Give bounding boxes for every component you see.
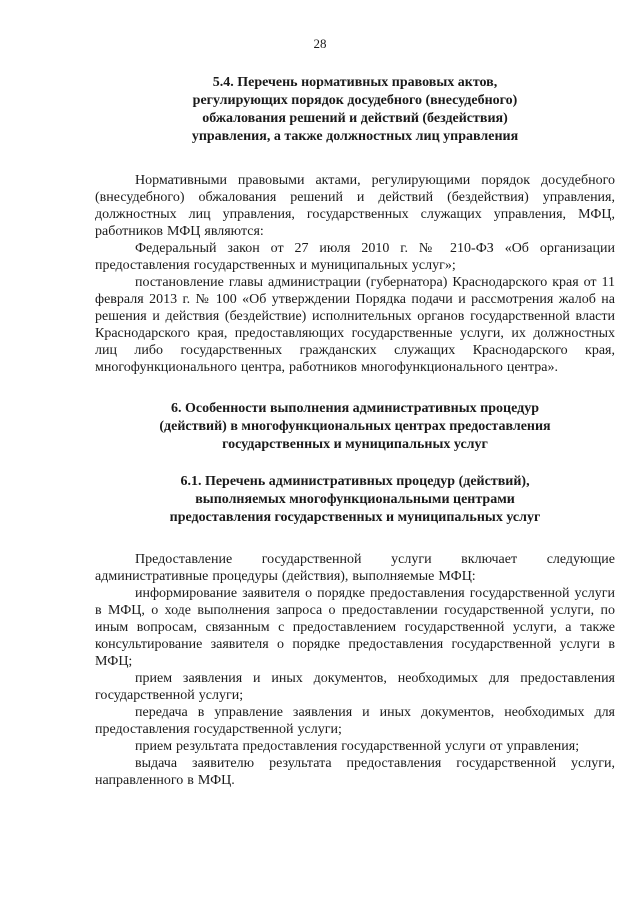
paragraph: Нормативными правовыми актами, регулирующими порядок досудебного (внесудебного) обжалования решений и действий (бездействия) управления, должностных лиц управления, государственных служащих управления, МФЦ, работников МФЦ являются: xyxy=(95,173,615,239)
paragraph: выдача заявителю результата предоставления государственной услуги, направленного в МФЦ. xyxy=(95,756,615,788)
paragraph: информирование заявителя о порядке предоставления государственной услуги в МФЦ, о ходе выполнения запроса о предоставлении государственной услуги, по иным вопросам, связанным с предоставлением государственной услуги, а также консультирование заявителя о порядке предоставления государственной услуги в МФЦ; xyxy=(95,586,615,669)
heading-line: 5.4. Перечень нормативных правовых актов, xyxy=(212,75,498,90)
section-6-1-heading xyxy=(95,473,615,527)
paragraph: прием результата предоставления государственной услуги от управления; xyxy=(135,739,580,754)
heading-line: государственных и муниципальных услуг xyxy=(222,437,488,452)
paragraph: передача в управление заявления и иных документов, необходимых для предоставления государственной услуги; xyxy=(95,705,615,737)
page-number: 28 xyxy=(313,36,327,51)
heading-line: управления, а также должностных лиц управления xyxy=(191,129,519,144)
heading-line: обжалования решений и действий (бездействия) xyxy=(202,111,508,126)
document-body xyxy=(95,74,615,789)
heading-line: (действий) в многофункциональных центрах предоставления xyxy=(159,419,551,434)
heading-line: регулирующих порядок досудебного (внесудебного) xyxy=(192,93,518,108)
heading-line: 6. Особенности выполнения административных процедур xyxy=(171,401,539,416)
heading-line: предоставления государственных и муниципальных услуг xyxy=(169,510,541,525)
section-6-heading xyxy=(95,400,615,454)
paragraph: Федеральный закон от 27 июля 2010 г. № 210-ФЗ «Об организации предоставления государственных и муниципальных услуг»; xyxy=(95,241,615,273)
section-5-4-heading xyxy=(95,74,615,146)
paragraph: постановление главы администрации (губернатора) Краснодарского края от 11 февраля 2013 г. № 100 «Об утверждении Порядка подачи и рассмотрения жалоб на решения и действия (бездействие) исполнительных органов государственной власти Краснодарского края, предоставляющих государственные услуги, их должностных лиц либо государственных гражданских служащих Краснодарского края, многофункционального центра, работников многофункционального центра». xyxy=(95,275,615,375)
paragraph: Предоставление государственной услуги включает следующие административные процедуры (действия), выполняемые МФЦ: xyxy=(95,552,615,584)
heading-line: выполняемых многофункциональными центрами xyxy=(195,492,515,507)
paragraph: прием заявления и иных документов, необходимых для предоставления государственной услуги; xyxy=(95,671,615,703)
heading-line: 6.1. Перечень административных процедур (действий), xyxy=(180,474,530,489)
